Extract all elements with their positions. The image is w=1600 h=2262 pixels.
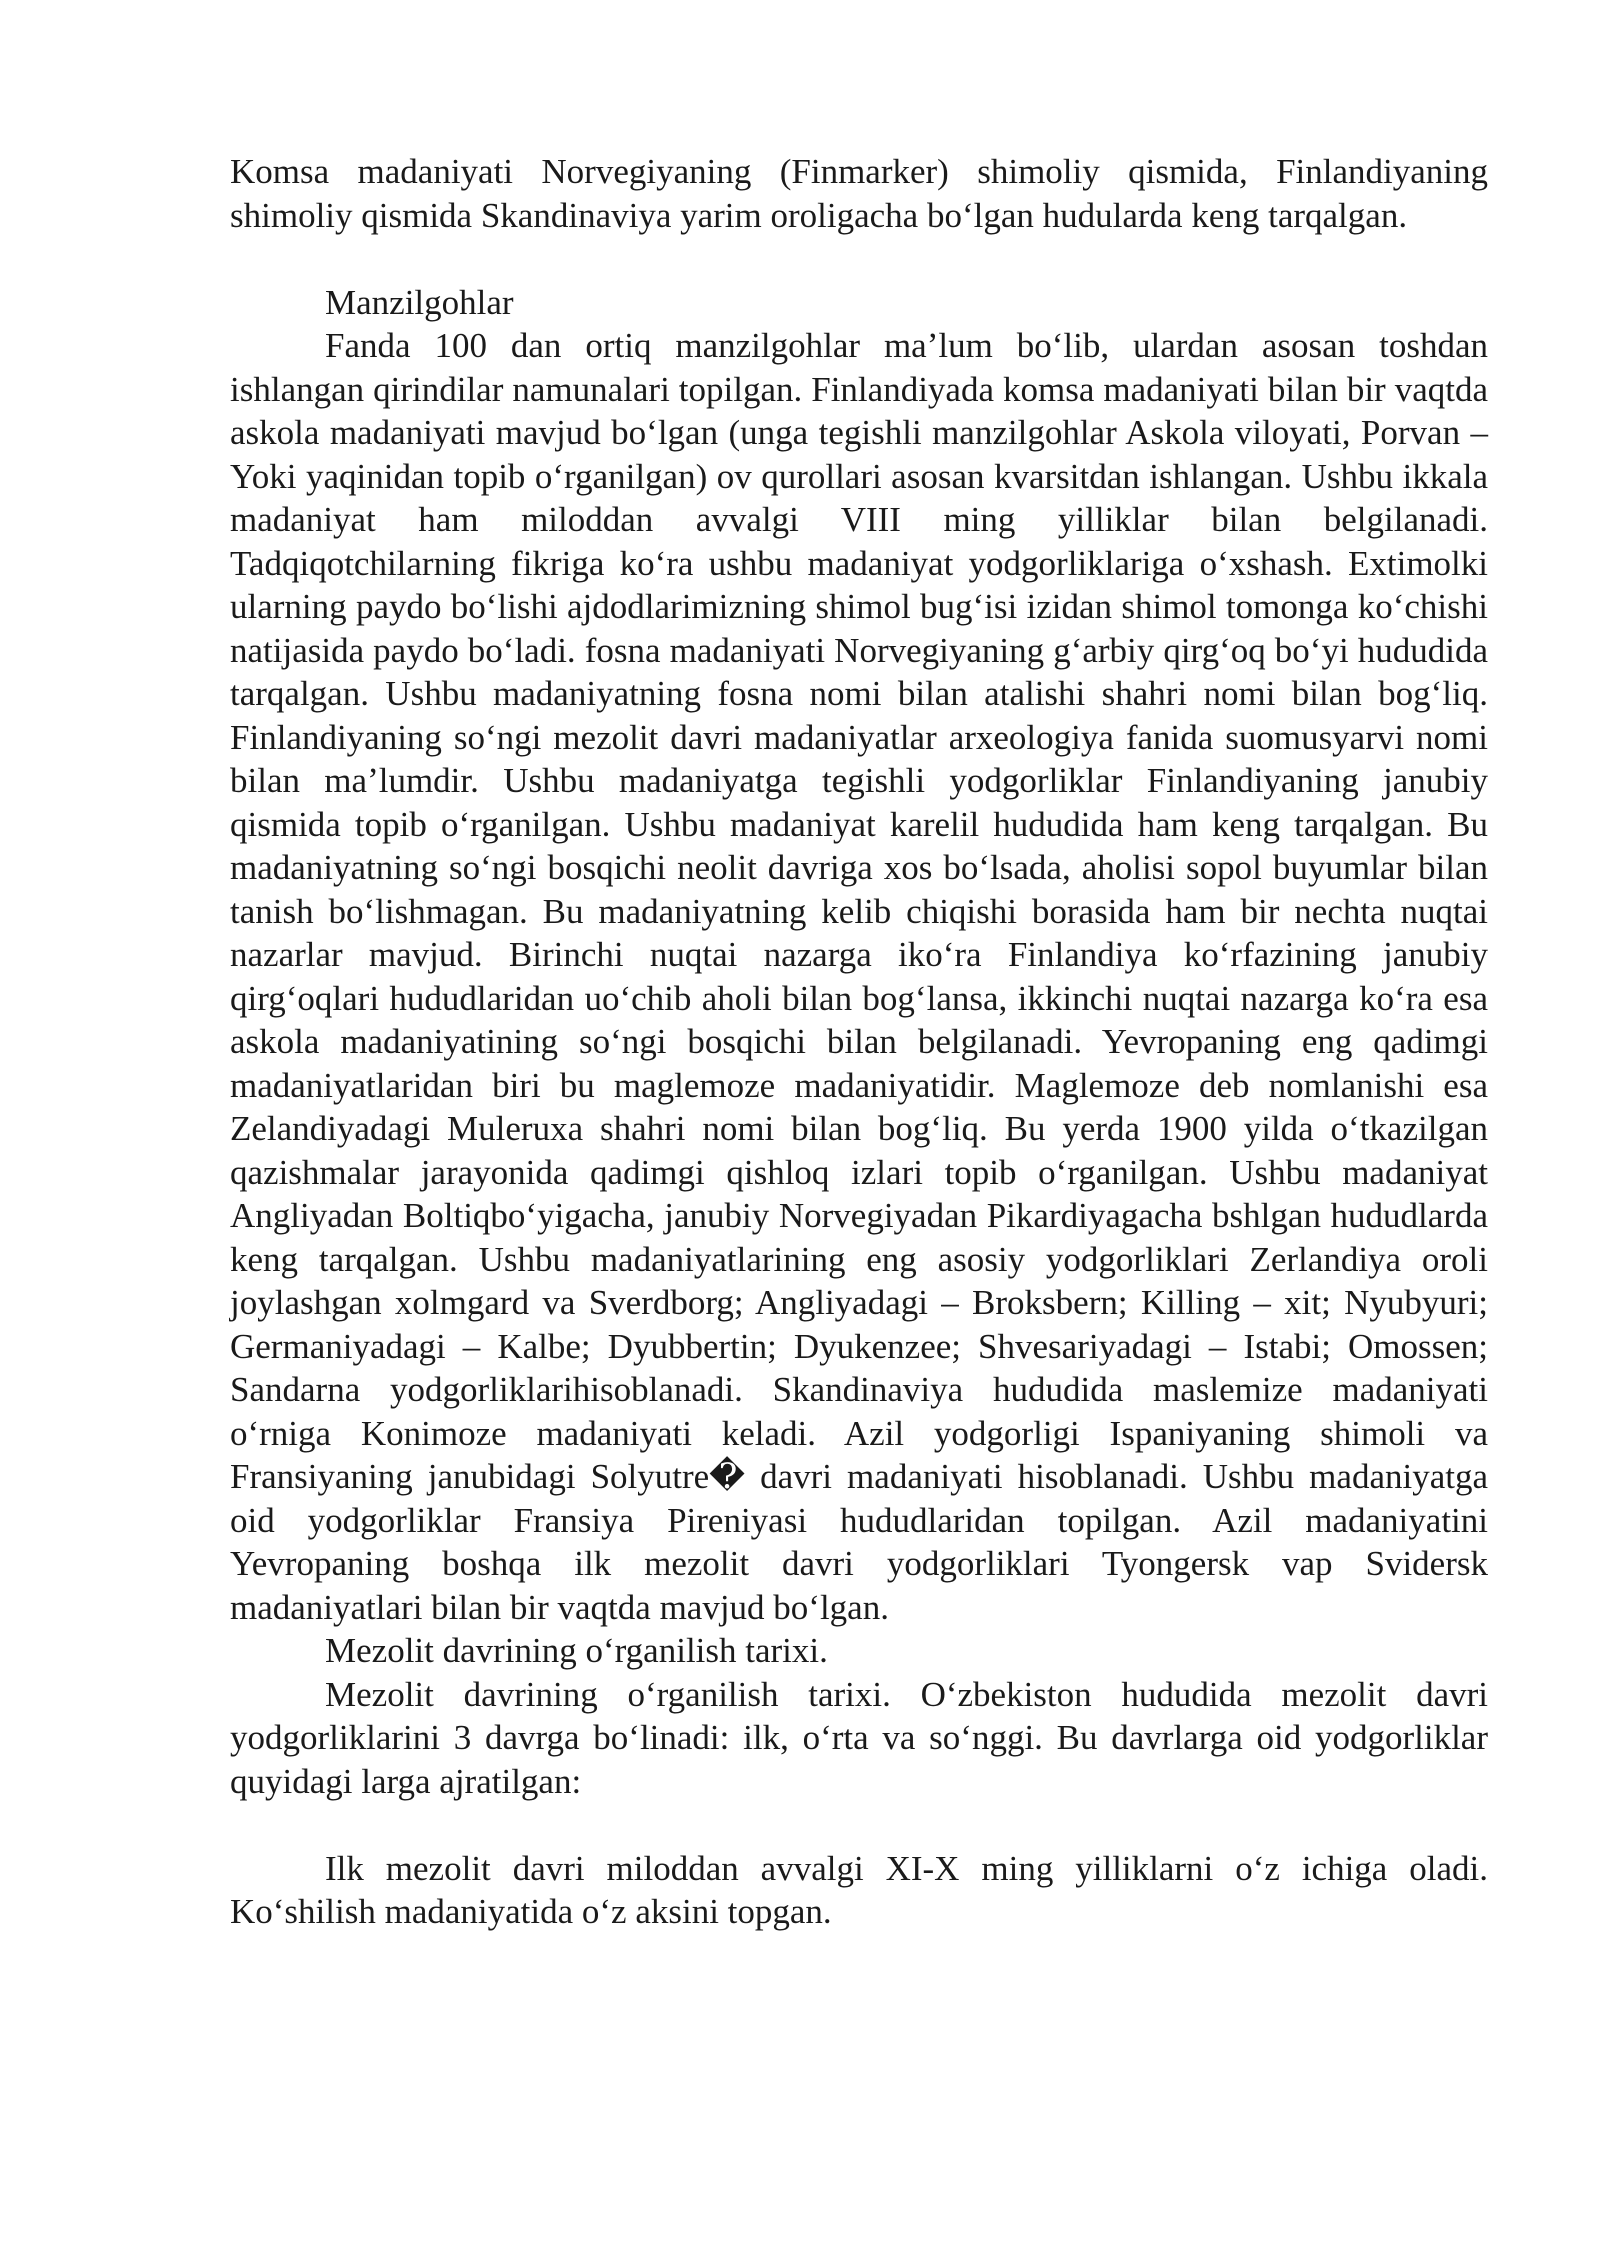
section-heading-mezolit-tarixi: Mezolit davrining oʻrganilish tarixi. — [325, 1631, 828, 1670]
paragraph-komsa: Komsa madaniyati Norvegiyaning (Finmarker) shimoliy qismida, Finlandiyaning shimoliy qismida Skandinaviya yarim oroligacha boʻlgan hudularda keng tarqalgan. — [230, 152, 1488, 235]
paragraph-manzilgohlar-body: Fanda 100 dan ortiq manzilgohlar maʼlum boʻlib, ulardan asosan toshdan ishlangan qirindilar namunalari topilgan. Finlandiyada komsa madaniyati bilan bir vaqtda askola madaniyati mavjud boʻlgan (unga tegishli manzilgohlar Askola viloyati, Porvan – Yoki yaqinidan topib oʻrganilgan) ov qurollari asosan kvarsitdan ishlangan. Ushbu ikkala madaniyat ham miloddan avvalgi VIII ming yilliklar bilan belgilanadi. Tadqiqotchilarning fikriga koʻra ushbu madaniyat yodgorliklariga oʻxshash. Extimolki ularning paydo boʻlishi ajdodlarimizning shimol bugʻisi izidan shimol tomonga koʻchishi natijasida paydo boʻladi. fosna madaniyati Norvegiyaning gʻarbiy qirgʻoq boʻyi hududida tarqalgan. Ushbu madaniyatning fosna nomi bilan atalishi shahri nomi bilan bogʻliq. Finlandiyaning soʻngi mezolit davri madaniyatlar arxeologiya fanida suomusyarvi nomi bilan maʼlumdir. Ushbu madaniyatga tegishli yodgorliklar Finlandiyaning janubiy qismida topib oʻrganilgan. Ushbu madaniyat karelil hududida ham keng tarqalgan. Bu madaniyatning soʻngi bosqichi neolit davriga xos boʻlsada, aholisi sopol buyumlar bilan tanish boʻlishmagan. Bu madaniyatning kelib chiqishi borasida ham bir nechta nuqtai nazarlar mavjud. Birinchi nuqtai nazarga ikoʻra Finlandiya koʻrfazining janubiy qirgʻoqlari hududlaridan uoʻchib aholi bilan bogʻlansa, ikkinchi nuqtai nazarga koʻra esa askola madaniyatining soʻngi bosqichi bilan belgilanadi. Yevropaning eng qadimgi madaniyatlaridan biri bu maglemoze madaniyatidir. Maglemoze deb nomlanishi esa Zelandiyadagi Muleruxa shahri nomi bilan bogʻliq. Bu yerda 1900 yilda oʻtkazilgan qazishmalar jarayonida qadimgi qishloq izlari topib oʻrganilgan. Ushbu madaniyat Angliyadan Boltiqboʻyigacha, janubiy Norvegiyadan Pikardiyagacha bshlgan hududlarda keng tarqalgan. Ushbu madaniyatlarining eng asosiy yodgorliklari Zerlandiya oroli joylashgan xolmgard va Sverdborg; Angliyadagi – Broksbern; Killing – xit; Nyubyuri; Germaniyadagi – Kalbe; Dyubbertin; Dyukenzee; Shvesariyadagi – Istabi; Omossen; Sandarna yodgorliklarihisoblanadi. Skandinaviya hududida maslemize madaniyati oʻrniga Konimoze madaniyati keladi. Azil yodgorligi Ispaniyaning shimoli va Fransiyaning janubidagi Solyutre� davri madaniyati hisoblanadi. Ushbu madaniyatga oid yodgorliklar Fransiya Pireniyasi hududlaridan topilgan. Azil madaniyatini Yevropaning boshqa ilk mezolit davri yodgorliklari Tyongersk vap Svidersk madaniyatlari bilan bir vaqtda mavjud boʻlgan. — [230, 326, 1488, 1627]
paragraph-spacer — [230, 237, 1488, 281]
document-page — [230, 150, 1488, 1934]
paragraph-spacer — [230, 1803, 1488, 1847]
paragraph-mezolit-tarixi-body: Mezolit davrining oʻrganilish tarixi. Oʻzbekiston hududida mezolit davri yodgorliklarini 3 davrga boʻlinadi: ilk, oʻrta va soʻnggi. Bu davrlarga oid yodgorliklar quyidagi larga ajratilgan: — [230, 1674, 1488, 1801]
section-heading-manzilgohlar: Manzilgohlar — [325, 282, 514, 322]
paragraph-ilk-mezolit: Ilk mezolit davri miloddan avvalgi XI-X ming yilliklarni oʻz ichiga oladi. Koʻshilish madaniyatida oʻz aksini topgan. — [230, 1848, 1488, 1931]
